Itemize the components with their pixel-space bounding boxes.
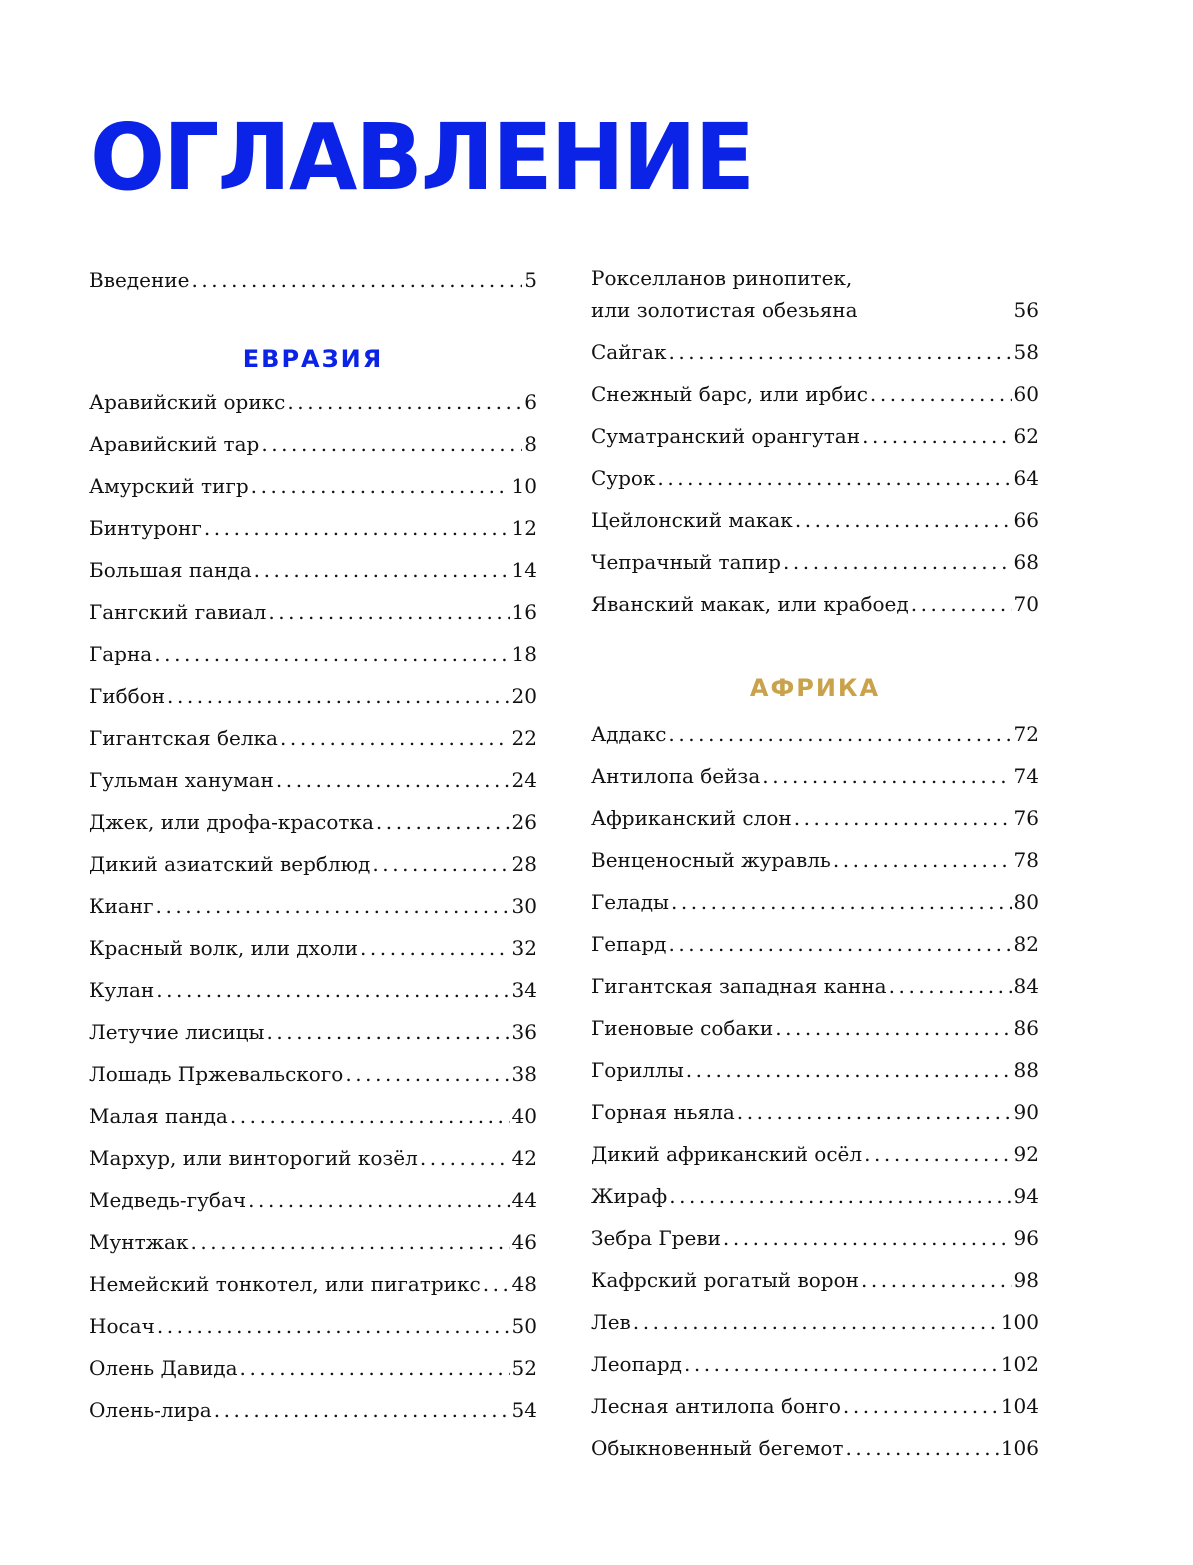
- toc-entry-label: Антилопа бейза: [591, 764, 761, 788]
- toc-entry[interactable]: [89, 1098, 537, 1140]
- toc-entry-label: Немейский тонкотел, или пигатрикс: [89, 1272, 481, 1296]
- toc-entry[interactable]: [89, 1308, 537, 1350]
- toc-entry[interactable]: [591, 716, 1039, 758]
- dot-leader: [870, 376, 1012, 412]
- toc-entry-label: Гульман хануман: [89, 768, 274, 792]
- dot-leader: [156, 888, 510, 924]
- toc-entry-label: Сурок: [591, 466, 656, 490]
- toc-entry-label: Гиббон: [89, 684, 166, 708]
- toc-entry-page: 16: [511, 600, 537, 624]
- toc-entry[interactable]: [591, 334, 1039, 376]
- toc-entry-page: 52: [511, 1356, 537, 1380]
- toc-entry[interactable]: [591, 544, 1039, 586]
- dot-leader: [248, 1182, 509, 1218]
- page-title: ОГЛАВЛЕНИЕ: [90, 104, 754, 211]
- toc-entry-label: Обыкновенный бегемот: [591, 1436, 844, 1460]
- eurasia-list: [89, 384, 537, 1434]
- toc-entry-page: 26: [511, 810, 537, 834]
- toc-entry-page: 92: [1013, 1142, 1039, 1166]
- toc-entry-page: 8: [524, 432, 537, 456]
- toc-entry[interactable]: [591, 968, 1039, 1010]
- dot-leader: [684, 1346, 999, 1382]
- toc-entry-label: Горная ньяла: [591, 1100, 735, 1124]
- toc-entry-page: 104: [1000, 1394, 1039, 1418]
- dot-leader: [483, 1266, 510, 1302]
- toc-entry-page: 70: [1013, 592, 1039, 616]
- toc-entry-label-line2: или золотистая обезьяна: [591, 298, 858, 322]
- dot-leader: [191, 262, 522, 298]
- toc-entry[interactable]: [591, 800, 1039, 842]
- toc-entry[interactable]: [591, 1346, 1039, 1388]
- dot-leader: [862, 418, 1011, 454]
- dot-leader: [762, 758, 1011, 794]
- toc-entry-label: Лесная антилопа бонго: [591, 1394, 841, 1418]
- toc-entry[interactable]: [89, 1350, 537, 1392]
- toc-entry[interactable]: [89, 426, 537, 468]
- toc-entry-page: 62: [1013, 424, 1039, 448]
- toc-entry-page: 82: [1013, 932, 1039, 956]
- toc-entry[interactable]: [591, 1388, 1039, 1430]
- toc-entry-label: Мархур, или винторогий козёл: [89, 1146, 418, 1170]
- toc-entry-page: 106: [1000, 1436, 1039, 1460]
- dot-leader: [686, 1052, 1012, 1088]
- toc-entry-label: Суматранский орангутан: [591, 424, 861, 448]
- toc-entry-page: 54: [511, 1398, 537, 1422]
- toc-entry[interactable]: [89, 846, 537, 888]
- toc-entry-label: Джек, или дрофа-красотка: [89, 810, 374, 834]
- toc-entry-page: 20: [511, 684, 537, 708]
- toc-entry-label: Олень-лира: [89, 1398, 212, 1422]
- toc-entry-page: 46: [511, 1230, 537, 1254]
- toc-entry-label: Введение: [89, 268, 190, 292]
- toc-entry-label: Большая панда: [89, 558, 252, 582]
- toc-entry[interactable]: [89, 1014, 537, 1056]
- dot-leader: [668, 926, 1011, 962]
- toc-entry-label: Бинтуронг: [89, 516, 202, 540]
- toc-entry[interactable]: [89, 678, 537, 720]
- toc-entry[interactable]: [591, 1430, 1039, 1472]
- toc-entry-label: Африканский слон: [591, 806, 792, 830]
- toc-entry-page: 74: [1013, 764, 1039, 788]
- dot-leader: [251, 468, 510, 504]
- dot-leader: [372, 846, 509, 882]
- toc-entry-page: 12: [511, 516, 537, 540]
- toc-entry-label: Амурский тигр: [89, 474, 249, 498]
- dot-leader: [795, 502, 1012, 538]
- dot-leader: [668, 716, 1011, 752]
- toc-entry[interactable]: [89, 636, 537, 678]
- dot-leader: [230, 1098, 510, 1134]
- toc-right-column: [591, 262, 1039, 1472]
- toc-entry[interactable]: [591, 1304, 1039, 1346]
- toc-entry-label: Гориллы: [591, 1058, 684, 1082]
- toc-entry-page: 24: [511, 768, 537, 792]
- dot-leader: [737, 1094, 1012, 1130]
- toc-entry-label-line1: Рокселланов ринопитек,: [591, 266, 853, 290]
- dot-leader: [280, 720, 510, 756]
- toc-entry-page: 44: [511, 1188, 537, 1212]
- toc-entry-page: 34: [511, 978, 537, 1002]
- toc-entry[interactable]: [89, 510, 537, 552]
- toc-entry-page: 80: [1013, 890, 1039, 914]
- toc-entry-page: 48: [511, 1272, 537, 1296]
- toc-entry-label: Гиеновые собаки: [591, 1016, 774, 1040]
- toc-entry[interactable]: [591, 1010, 1039, 1052]
- toc-entry-label: Венценосный журавль: [591, 848, 831, 872]
- toc-entry-page: 96: [1013, 1226, 1039, 1250]
- toc-entry[interactable]: [591, 376, 1039, 418]
- toc-entry-page: 84: [1013, 974, 1039, 998]
- dot-leader: [276, 762, 510, 798]
- toc-entry-page: 40: [511, 1104, 537, 1128]
- section-heading-africa: АФРИКА: [749, 674, 881, 702]
- toc-entry-page: 72: [1013, 722, 1039, 746]
- toc-entry[interactable]: [89, 888, 537, 930]
- toc-entry[interactable]: [591, 502, 1039, 544]
- toc-entry-page: 102: [1000, 1352, 1039, 1376]
- dot-leader: [889, 968, 1012, 1004]
- toc-entry[interactable]: [591, 1220, 1039, 1262]
- toc-entry-page: 28: [511, 852, 537, 876]
- toc-entry-label: Жираф: [591, 1184, 668, 1208]
- toc-entry-label: Гарна: [89, 642, 153, 666]
- toc-entry-label: Гангский гавиал: [89, 600, 267, 624]
- toc-entry-page: 98: [1013, 1268, 1039, 1292]
- dot-leader: [843, 1388, 999, 1424]
- dot-leader: [360, 930, 510, 966]
- toc-entry[interactable]: [89, 1392, 537, 1434]
- toc-entry-page: 58: [1013, 340, 1039, 364]
- toc-entry-label: Гигантская западная канна: [591, 974, 887, 998]
- toc-entry[interactable]: [89, 468, 537, 510]
- toc-entry-page: 10: [511, 474, 537, 498]
- toc-entry-page: 94: [1013, 1184, 1039, 1208]
- toc-entry[interactable]: [591, 586, 1039, 628]
- toc-entry-page: 86: [1013, 1016, 1039, 1040]
- toc-entry-label: Аравийский орикс: [89, 390, 286, 414]
- toc-entry-page: 78: [1013, 848, 1039, 872]
- toc-entry[interactable]: [89, 1056, 537, 1098]
- toc-entry-label: Аддакс: [591, 722, 667, 746]
- toc-entry-page: 68: [1013, 550, 1039, 574]
- toc-entry[interactable]: [89, 1224, 537, 1266]
- toc-entry[interactable]: [89, 1140, 537, 1182]
- toc-entry-label: Красный волк, или дхоли: [89, 936, 358, 960]
- dot-leader: [254, 552, 510, 588]
- toc-entry[interactable]: [591, 1094, 1039, 1136]
- africa-list: [591, 716, 1039, 1472]
- toc-entry-page: 6: [524, 390, 537, 414]
- dot-leader: [794, 800, 1012, 836]
- toc-entry[interactable]: [89, 1182, 537, 1224]
- dot-leader: [657, 460, 1011, 496]
- toc-entry-label: Гелады: [591, 890, 669, 914]
- toc-entry-label: Кафрский рогатый ворон: [591, 1268, 859, 1292]
- toc-entry[interactable]: [89, 804, 537, 846]
- toc-entry-label: Гигантская белка: [89, 726, 278, 750]
- toc-entry-page: 32: [511, 936, 537, 960]
- dot-leader: [266, 1014, 509, 1050]
- dot-leader: [261, 426, 522, 462]
- toc-entry[interactable]: [591, 842, 1039, 884]
- dot-leader: [911, 586, 1012, 622]
- toc-entry-page: 100: [1000, 1310, 1039, 1334]
- dot-leader: [268, 594, 509, 630]
- dot-leader: [723, 1220, 1012, 1256]
- toc-entry-label: Снежный барс, или ирбис: [591, 382, 868, 406]
- toc-entry[interactable]: [89, 594, 537, 636]
- toc-entry-page: 56: [1013, 298, 1039, 322]
- dot-leader: [833, 842, 1012, 878]
- toc-entry-label: Дикий азиатский верблюд: [89, 852, 371, 876]
- toc-entry-page: 64: [1013, 466, 1039, 490]
- toc-entry[interactable]: [591, 884, 1039, 926]
- dot-leader: [845, 1430, 998, 1466]
- toc-entry-page: 18: [511, 642, 537, 666]
- section-heading-eurasia: ЕВРАЗИЯ: [242, 345, 384, 373]
- toc-entry-intro[interactable]: [89, 262, 537, 304]
- toc-entry-label: Зебра Греви: [591, 1226, 721, 1250]
- toc-entry[interactable]: [591, 460, 1039, 502]
- dot-leader: [154, 636, 509, 672]
- dot-leader: [420, 1140, 510, 1176]
- toc-entry[interactable]: [89, 384, 537, 426]
- dot-leader: [633, 1304, 999, 1340]
- dot-leader: [861, 1262, 1012, 1298]
- toc-entry-label: Аравийский тар: [89, 432, 260, 456]
- dot-leader: [671, 884, 1012, 920]
- dot-leader: [287, 384, 522, 420]
- toc-entry-label: Леопард: [591, 1352, 682, 1376]
- dot-leader: [156, 972, 509, 1008]
- toc-entry[interactable]: [89, 1266, 537, 1308]
- toc-entry-page: 14: [511, 558, 537, 582]
- toc-entry-label: Носач: [89, 1314, 155, 1338]
- toc-entry-page: 36: [511, 1020, 537, 1044]
- toc-entry[interactable]: [89, 762, 537, 804]
- dot-leader: [345, 1056, 509, 1092]
- toc-entry-label: Лев: [591, 1310, 631, 1334]
- dot-leader: [157, 1308, 510, 1344]
- dot-leader: [668, 334, 1011, 370]
- toc-entry-label: Гепард: [591, 932, 667, 956]
- toc-entry-page: 30: [511, 894, 537, 918]
- toc-entry-page: 22: [511, 726, 537, 750]
- toc-entry-label: Кулан: [89, 978, 155, 1002]
- toc-entry-roxellana[interactable]: [591, 262, 1039, 334]
- toc-entry-label: Олень Давида: [89, 1356, 238, 1380]
- toc-left-column: [89, 262, 537, 1434]
- toc-entry-label: Мунтжак: [89, 1230, 189, 1254]
- toc-entry-page: 42: [511, 1146, 537, 1170]
- dot-leader: [376, 804, 510, 840]
- toc-entry-label: Малая панда: [89, 1104, 228, 1128]
- toc-entry[interactable]: [591, 1052, 1039, 1094]
- toc-entry[interactable]: [89, 552, 537, 594]
- toc-entry-label: Летучие лисицы: [89, 1020, 265, 1044]
- toc-entry[interactable]: [591, 926, 1039, 968]
- toc-entry[interactable]: [591, 1136, 1039, 1178]
- toc-entry-label: Цейлонский макак: [591, 508, 793, 532]
- dot-leader: [775, 1010, 1011, 1046]
- toc-entry-page: 5: [524, 268, 537, 292]
- dot-leader: [167, 678, 510, 714]
- toc-entry-page: 88: [1013, 1058, 1039, 1082]
- toc-entry[interactable]: [89, 972, 537, 1014]
- toc-entry[interactable]: [591, 418, 1039, 460]
- toc-entry-page: 90: [1013, 1100, 1039, 1124]
- dot-leader: [214, 1392, 510, 1428]
- toc-entry-label: Кианг: [89, 894, 154, 918]
- toc-entry-label: Яванский макак, или крабоед: [591, 592, 909, 616]
- toc-entry-page: 50: [511, 1314, 537, 1338]
- dot-leader: [190, 1224, 509, 1260]
- toc-entry-label: Чепрачный тапир: [591, 550, 781, 574]
- toc-entry-page: 60: [1013, 382, 1039, 406]
- dot-leader: [240, 1350, 510, 1386]
- toc-entry[interactable]: [89, 930, 537, 972]
- toc-entry-label: Сайгак: [591, 340, 667, 364]
- toc-entry[interactable]: [89, 720, 537, 762]
- dot-leader: [204, 510, 510, 546]
- eurasia-cont-list: [591, 334, 1039, 628]
- toc-entry[interactable]: [591, 1262, 1039, 1304]
- toc-entry-page: 66: [1013, 508, 1039, 532]
- toc-entry-label: Лошадь Пржевальского: [89, 1062, 344, 1086]
- dot-leader: [864, 1136, 1011, 1172]
- toc-entry-label: Медведь-губач: [89, 1188, 247, 1212]
- toc-entry-label: Дикий африканский осёл: [591, 1142, 863, 1166]
- dot-leader: [669, 1178, 1011, 1214]
- dot-leader: [783, 544, 1012, 580]
- toc-entry[interactable]: [591, 758, 1039, 800]
- toc-entry[interactable]: [591, 1178, 1039, 1220]
- toc-entry-page: 38: [511, 1062, 537, 1086]
- toc-entry-page: 76: [1013, 806, 1039, 830]
